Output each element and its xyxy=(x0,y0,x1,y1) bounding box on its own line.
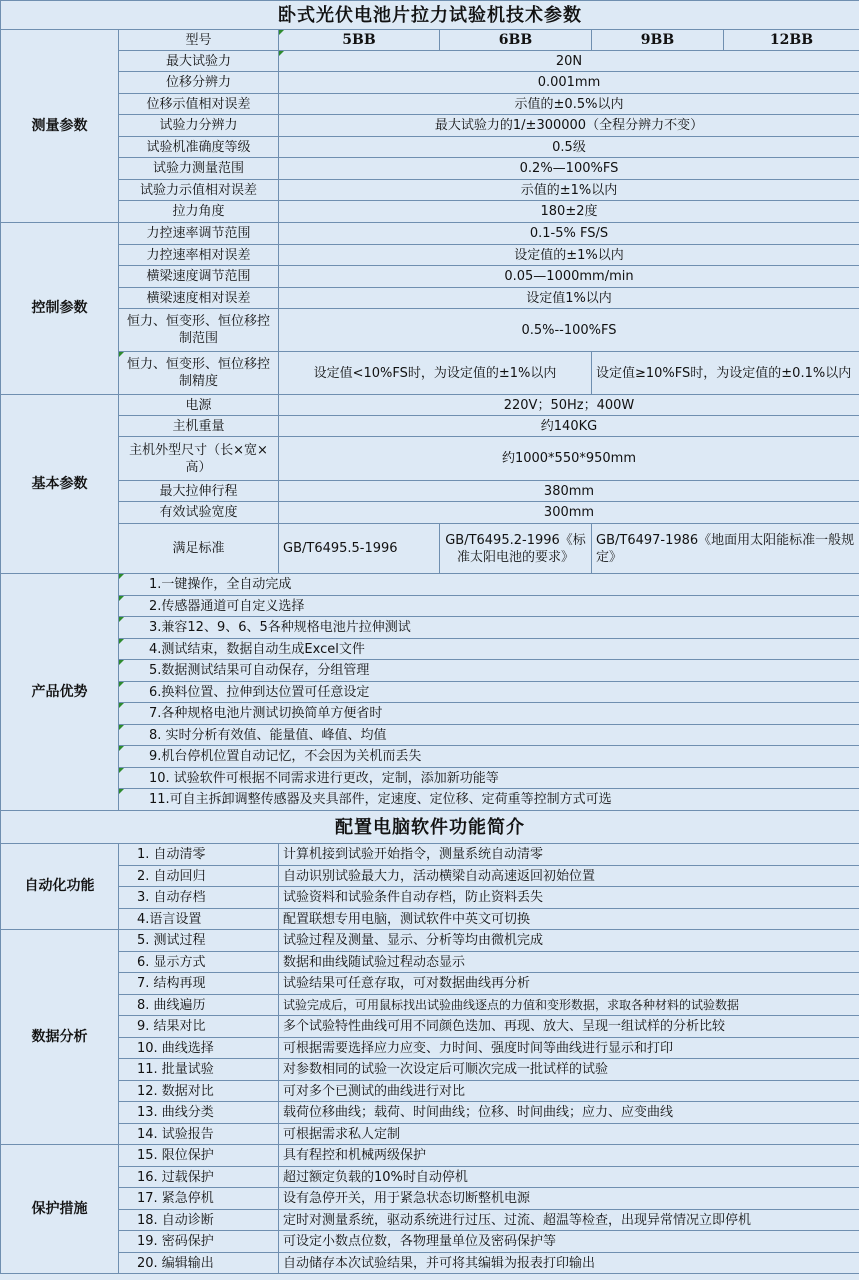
param-value: 180±2度 xyxy=(279,201,859,223)
feature-name: 8. 曲线遍历 xyxy=(119,995,279,1016)
param-value: 设定值的±1%以内 xyxy=(279,245,859,266)
param-label: 主机外型尺寸（长×宽×高） xyxy=(119,437,279,481)
param-value: 380mm xyxy=(279,481,859,502)
feature-name: 5. 测试过程 xyxy=(119,930,279,952)
feature-name: 11. 批量试验 xyxy=(119,1059,279,1081)
feature-desc: 可根据需求私人定制 xyxy=(279,1124,859,1145)
feature-name: 19. 密码保护 xyxy=(119,1231,279,1253)
param-value: 最大试验力的1/±300000（全程分辨力不变） xyxy=(279,115,859,137)
param-value: 约140KG xyxy=(279,416,859,437)
advantage-item: 8. 实时分析有效值、能量值、峰值、均值 xyxy=(119,725,859,746)
feature-desc: 定时对测量系统，驱动系统进行过压、过流、超温等检查，出现异常情况立即停机 xyxy=(279,1210,859,1231)
param-label: 试验机准确度等级 xyxy=(119,137,279,158)
model-5bb: 5BB xyxy=(279,30,440,51)
param-label: 最大拉伸行程 xyxy=(119,481,279,502)
feature-name: 15. 限位保护 xyxy=(119,1145,279,1167)
param-value: 示值的±0.5%以内 xyxy=(279,94,859,115)
param-value: 0.05—1000mm/min xyxy=(279,266,859,288)
section-control: 控制参数 xyxy=(1,223,119,395)
advantage-item: 6.换料位置、拉伸到达位置可任意设定 xyxy=(119,682,859,703)
param-label: 电源 xyxy=(119,395,279,416)
feature-desc: 可根据需要选择应力应变、力时间、强度时间等曲线进行显示和打印 xyxy=(279,1038,859,1059)
feature-name: 16. 过载保护 xyxy=(119,1167,279,1188)
param-value: 0.2%—100%FS xyxy=(279,158,859,180)
advantage-item: 10. 试验软件可根据不同需求进行更改，定制，添加新功能等 xyxy=(119,768,859,789)
feature-desc: 试验结果可任意存取，可对数据曲线再分析 xyxy=(279,973,859,995)
param-value: 设定值1%以内 xyxy=(279,288,859,309)
feature-desc: 试验过程及测量、显示、分析等均由微机完成 xyxy=(279,930,859,952)
param-value: 0.001mm xyxy=(279,72,859,94)
standard-1: GB/T6495.5-1996 xyxy=(279,524,440,574)
section-protection: 保护措施 xyxy=(1,1145,119,1274)
feature-desc: 数据和曲线随试验过程动态显示 xyxy=(279,952,859,973)
param-label: 恒力、恒变形、恒位移控制精度 xyxy=(119,352,279,395)
param-label: 试验力示值相对误差 xyxy=(119,180,279,201)
param-value: 0.5级 xyxy=(279,137,859,158)
param-label: 力控速率调节范围 xyxy=(119,223,279,245)
feature-name: 13. 曲线分类 xyxy=(119,1102,279,1124)
section-analysis: 数据分析 xyxy=(1,930,119,1145)
feature-desc: 载荷位移曲线；载荷、时间曲线；位移、时间曲线；应力、应变曲线 xyxy=(279,1102,859,1124)
feature-name: 7. 结构再现 xyxy=(119,973,279,995)
advantage-item: 4.测试结束，数据自动生成Excel文件 xyxy=(119,639,859,660)
feature-desc: 可对多个已测试的曲线进行对比 xyxy=(279,1081,859,1102)
feature-name: 2. 自动回归 xyxy=(119,866,279,887)
feature-desc: 自动识别试验最大力，活动横梁自动高速返回初始位置 xyxy=(279,866,859,887)
section-advantages: 产品优势 xyxy=(1,574,119,811)
precision-low: 设定值<10%FS时，为设定值的±1%以内 xyxy=(279,352,592,395)
param-label: 位移分辨力 xyxy=(119,72,279,94)
param-value: 220V；50Hz；400W xyxy=(279,395,859,416)
param-value: 0.5%--100%FS xyxy=(279,309,859,352)
param-label: 恒力、恒变形、恒位移控制范围 xyxy=(119,309,279,352)
advantage-item: 9.机台停机位置自动记忆，不会因为关机而丢失 xyxy=(119,746,859,768)
advantage-item: 5.数据测试结果可自动保存，分组管理 xyxy=(119,660,859,682)
feature-name: 6. 显示方式 xyxy=(119,952,279,973)
param-value: 约1000*550*950mm xyxy=(279,437,859,481)
feature-name: 9. 结果对比 xyxy=(119,1016,279,1038)
param-label: 有效试验宽度 xyxy=(119,502,279,524)
param-label: 试验力测量范围 xyxy=(119,158,279,180)
advantage-item: 1.一键操作，全自动完成 xyxy=(119,574,859,596)
param-label: 试验力分辨力 xyxy=(119,115,279,137)
param-label: 拉力角度 xyxy=(119,201,279,223)
param-value: 300mm xyxy=(279,502,859,524)
feature-desc: 计算机接到试验开始指令，测量系统自动清零 xyxy=(279,844,859,866)
model-12bb: 12BB xyxy=(724,30,859,51)
feature-desc: 具有程控和机械两级保护 xyxy=(279,1145,859,1167)
feature-desc: 自动储存本次试验结果，并可将其编辑为报表打印输出 xyxy=(279,1253,859,1274)
precision-high: 设定值≥10%FS时，为设定值的±0.1%以内 xyxy=(592,352,859,395)
param-label: 位移示值相对误差 xyxy=(119,94,279,115)
feature-desc: 配置联想专用电脑，测试软件中英文可切换 xyxy=(279,909,859,930)
feature-name: 18. 自动诊断 xyxy=(119,1210,279,1231)
advantage-item: 2.传感器通道可自定义选择 xyxy=(119,596,859,617)
model-9bb: 9BB xyxy=(592,30,724,51)
software-title: 配置电脑软件功能简介 xyxy=(1,811,859,844)
param-label: 最大试验力 xyxy=(119,51,279,72)
feature-name: 12. 数据对比 xyxy=(119,1081,279,1102)
advantage-item: 11.可自主拆卸调整传感器及夹具部件，定速度、定位移、定荷重等控制方式可选 xyxy=(119,789,859,811)
feature-desc: 多个试验特性曲线可用不同颜色迭加、再现、放大、呈现一组试样的分析比较 xyxy=(279,1016,859,1038)
feature-desc: 可设定小数点位数，各物理量单位及密码保护等 xyxy=(279,1231,859,1253)
feature-desc: 试验完成后，可用鼠标找出试验曲线逐点的力值和变形数据，求取各种材料的试验数据 xyxy=(279,995,859,1016)
section-automation: 自动化功能 xyxy=(1,844,119,930)
section-measurement: 测量参数 xyxy=(1,30,119,223)
feature-desc: 试验资料和试验条件自动存档，防止资料丢失 xyxy=(279,887,859,909)
feature-name: 3. 自动存档 xyxy=(119,887,279,909)
feature-desc: 设有急停开关，用于紧急状态切断整机电源 xyxy=(279,1188,859,1210)
model-6bb: 6BB xyxy=(440,30,592,51)
advantage-item: 7.各种规格电池片测试切换简单方便省时 xyxy=(119,703,859,725)
feature-name: 20. 编辑输出 xyxy=(119,1253,279,1274)
standard-2: GB/T6495.2-1996《标准太阳电池的要求》 xyxy=(440,524,592,574)
param-label: 主机重量 xyxy=(119,416,279,437)
advantage-item: 3.兼容12、9、6、5各种规格电池片拉伸测试 xyxy=(119,617,859,639)
param-label: 满足标准 xyxy=(119,524,279,574)
param-label: 横梁速度相对误差 xyxy=(119,288,279,309)
param-label: 横梁速度调节范围 xyxy=(119,266,279,288)
model-label: 型号 xyxy=(119,30,279,51)
feature-name: 1. 自动清零 xyxy=(119,844,279,866)
section-basic: 基本参数 xyxy=(1,395,119,574)
feature-desc: 超过额定负载的10%时自动停机 xyxy=(279,1167,859,1188)
param-value: 示值的±1%以内 xyxy=(279,180,859,201)
feature-name: 10. 曲线选择 xyxy=(119,1038,279,1059)
spec-title: 卧式光伏电池片拉力试验机技术参数 xyxy=(1,1,859,30)
param-value: 20N xyxy=(279,51,859,72)
feature-name: 14. 试验报告 xyxy=(119,1124,279,1145)
param-label: 力控速率相对误差 xyxy=(119,245,279,266)
feature-name: 4.语言设置 xyxy=(119,909,279,930)
feature-desc: 对参数相同的试验一次设定后可顺次完成一批试样的试验 xyxy=(279,1059,859,1081)
param-value: 0.1-5% FS/S xyxy=(279,223,859,245)
feature-name: 17. 紧急停机 xyxy=(119,1188,279,1210)
standard-3: GB/T6497-1986《地面用太阳能标准一般规定》 xyxy=(592,524,859,574)
